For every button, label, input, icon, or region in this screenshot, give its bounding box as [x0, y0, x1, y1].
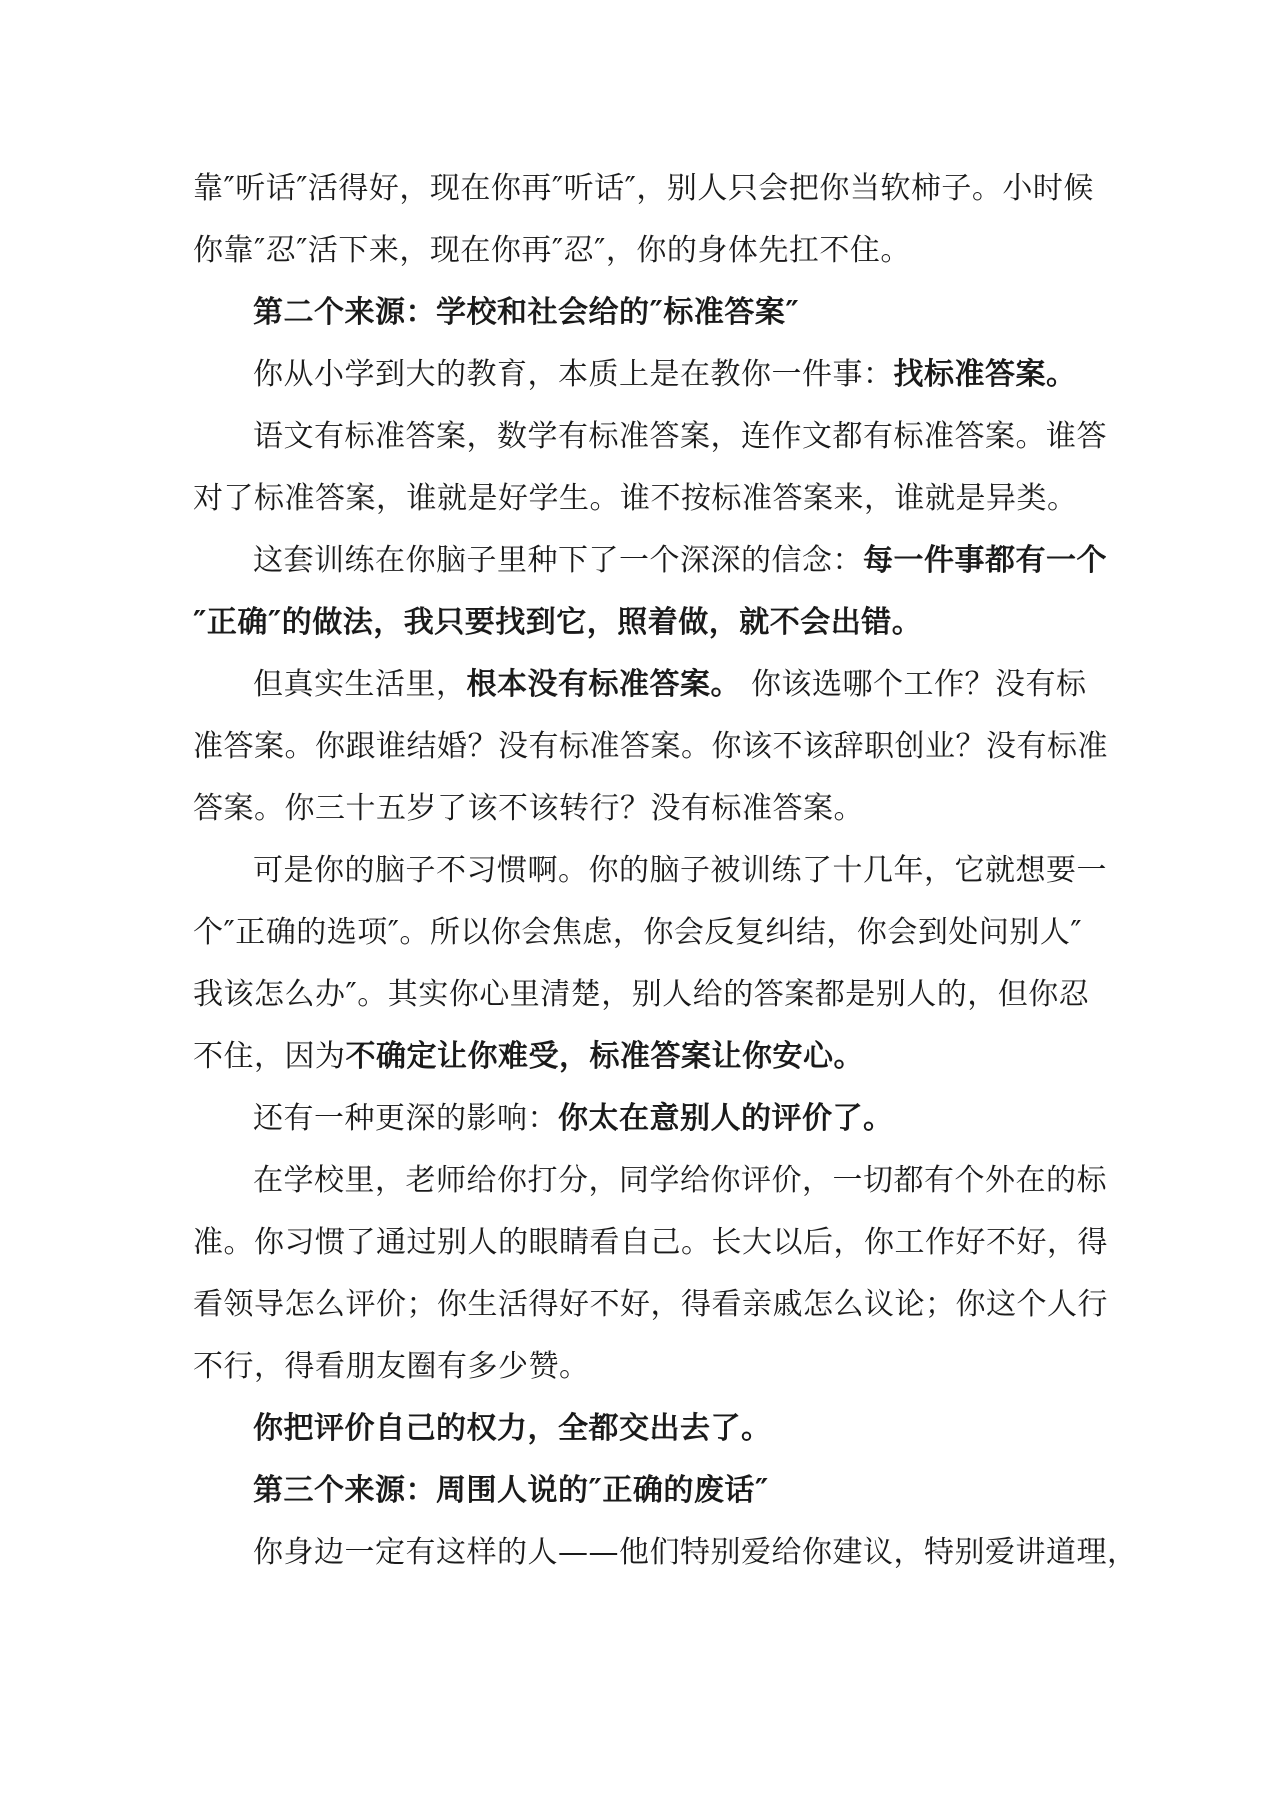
text-span: 你该选哪个工作？没有标: [741, 667, 1087, 702]
bold-text-span: 不确定让你难受，标准答案让你安心。: [345, 1039, 864, 1074]
heading-text: 第二个来源：学校和社会给的″标准答案″: [253, 295, 800, 330]
paragraph-line: [193, 592, 1093, 654]
paragraph-line: [193, 1212, 1108, 1274]
text-span: 你身边一定有这样的人——他们特别爱给你建议，特别爱讲道理，: [253, 1535, 1138, 1570]
paragraph-line: [193, 468, 1093, 530]
paragraph-line: [193, 406, 1107, 468]
paragraph-line: [193, 530, 1107, 592]
text-span: 准答案。你跟谁结婚？没有标准答案。你该不该辞职创业？没有标准: [193, 729, 1108, 764]
text-span: 语文有标准答案，数学有标准答案，连作文都有标准答案。谁答: [253, 419, 1107, 454]
paragraph-line: [193, 902, 1093, 964]
paragraph-line: [193, 716, 1108, 778]
text-span: 你从小学到大的教育，本质上是在教你一件事：: [253, 357, 894, 392]
paragraph-line: [193, 1336, 1093, 1398]
paragraph-line: [193, 654, 1093, 716]
text-span: 我该怎么办″。其实你心里清楚，别人给的答案都是别人的，但你忍: [193, 977, 1090, 1012]
text-span: 在学校里，老师给你打分，同学给你评价，一切都有个外在的标: [253, 1163, 1107, 1198]
text-span: 可是你的脑子不习惯啊。你的脑子被训练了十几年，它就想要一: [253, 853, 1107, 888]
text-span: 不住，因为: [193, 1039, 346, 1074]
text-span: 靠″听话″活得好，现在你再″听话″，别人只会把你当软柿子。小时候: [193, 171, 1094, 206]
bold-text-span: ″正确″的做法，我只要找到它，照着做，就不会出错。: [193, 605, 923, 640]
bold-text-span: 根本没有标准答案。: [466, 667, 741, 702]
bold-text-span: 每一件事都有一个: [863, 543, 1107, 578]
bold-text-span: 找标准答案。: [893, 357, 1077, 392]
emphasis-line: [193, 1398, 1093, 1460]
paragraph-line: [193, 840, 1107, 902]
text-span: 个″正确的选项″。所以你会焦虑，你会反复纠结，你会到处问别人″: [193, 915, 1083, 950]
text-span: 对了标准答案，谁就是好学生。谁不按标准答案来，谁就是异类。: [193, 481, 1078, 516]
text-span: 但真实生活里，: [253, 667, 467, 702]
section-heading-second-source: [193, 282, 1093, 344]
paragraph-line: [193, 158, 1093, 220]
text-span: 准。你习惯了通过别人的眼睛看自己。长大以后，你工作好不好，得: [193, 1225, 1108, 1260]
bold-text-span: 你太在意别人的评价了。: [558, 1101, 894, 1136]
heading-text: 第三个来源：周围人说的″正确的废话″: [253, 1473, 769, 1508]
paragraph-line: [193, 1026, 1093, 1088]
section-heading-third-source: [193, 1460, 1093, 1522]
document-body: [193, 158, 1138, 1584]
text-span: 这套训练在你脑子里种下了一个深深的信念：: [253, 543, 863, 578]
paragraph-line: [193, 1150, 1107, 1212]
paragraph-line: [193, 1088, 1093, 1150]
paragraph-line: [193, 344, 1093, 406]
bold-text-span: 你把评价自己的权力，全都交出去了。: [253, 1411, 772, 1446]
paragraph-line: [193, 1522, 1138, 1584]
text-span: 看领导怎么评价；你生活得好不好，得看亲戚怎么议论；你这个人行: [193, 1287, 1108, 1322]
paragraph-line: [193, 1274, 1108, 1336]
paragraph-line: [193, 220, 1093, 282]
paragraph-line: [193, 964, 1093, 1026]
text-span: 不行，得看朋友圈有多少赞。: [193, 1349, 590, 1384]
text-span: 你靠″忍″活下来，现在你再″忍″，你的身体先扛不住。: [193, 233, 911, 268]
text-span: 答案。你三十五岁了该不该转行？没有标准答案。: [193, 791, 864, 826]
paragraph-line: [193, 778, 1093, 840]
text-span: 还有一种更深的影响：: [253, 1101, 558, 1136]
